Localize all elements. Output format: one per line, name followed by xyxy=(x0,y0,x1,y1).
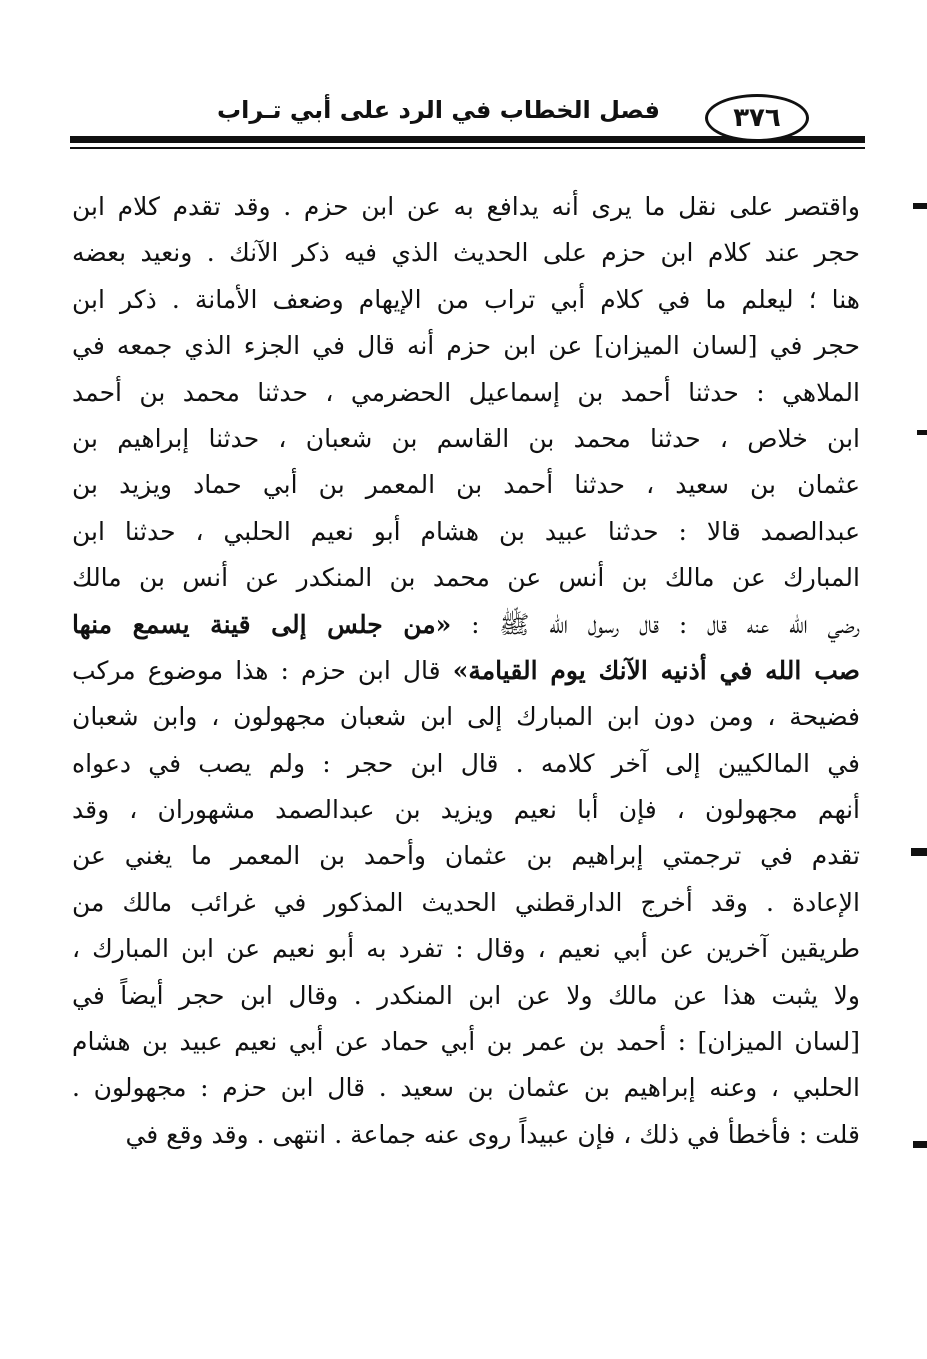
margin-tab-mark xyxy=(917,430,927,435)
margin-tab-mark xyxy=(911,848,927,856)
text-line-hadith-start xyxy=(72,602,860,648)
text-line: عثمان بن سعيد ، حدثنا أحمد بن المعمر بن أبي حماد ويزيد بن xyxy=(72,470,860,500)
page-number: ٣٧٦ xyxy=(733,103,781,133)
page-number-oval xyxy=(705,94,809,142)
text-line: طريقين آخرين عن أبي نعيم ، وقال : تفرد به أبو نعيم عن ابن المبارك ، xyxy=(72,934,860,964)
text-line: ولا يثبت هذا عن مالك ولا عن ابن المنكدر . وقال ابن حجر أيضاً في xyxy=(72,980,860,1010)
text-line: فضيحة ، ومن دون ابن المبارك إلى ابن شعبان مجهولون ، وابن شعبان xyxy=(72,702,860,732)
text-line: قلت : فأخطأ في ذلك ، فإن عبيداً روى عنه جماعة . انتهى . وقد وقع في xyxy=(125,1119,860,1149)
text-line: في المالكيين إلى آخر كلامه . قال ابن حجر : ولم يصب في دعواه xyxy=(72,748,860,778)
text-line: حجر عند كلام ابن حزم على الحديث الذي فيه ذكر الآنك . ونعيد بعضه xyxy=(72,238,860,268)
header-rule-thin xyxy=(70,147,865,149)
text-plain: قال ابن حزم : هذا موضوع مركب xyxy=(72,655,453,685)
running-title: فصل الخطاب في الرد على أبي تـراب xyxy=(217,96,660,124)
text-line: عبدالصمد قالا : حدثنا عبيد بن هشام أبو نعيم الحلبي ، حدثنا ابن xyxy=(72,516,860,546)
text-line-hadith-end xyxy=(72,648,860,694)
margin-tab-mark xyxy=(913,1141,927,1148)
text-line: تقدم في ترجمتي إبراهيم بن عثمان وأحمد بن المعمر ما يغني عن xyxy=(72,841,860,871)
margin-tab-mark xyxy=(913,203,927,209)
text-line: أنهم مجهولون ، فإن أبا نعيم ويزيد بن عبدالصمد مشهوران ، وقد xyxy=(72,795,860,825)
hadith-text: «من جلس إلى قينة يسمع منها xyxy=(72,609,452,639)
page-header xyxy=(0,0,927,160)
text-line: الإعادة . وقد أخرج الدارقطني الحديث المذكور في غرائب مالك من xyxy=(72,887,860,917)
text-line: الملاهي : حدثنا أحمد بن إسماعيل الحضرمي ، حدثنا محمد بن أحمد xyxy=(72,377,860,407)
text-line: ابن خلاص ، حدثنا محمد بن القاسم بن شعبان ، حدثنا إبراهيم بن xyxy=(72,423,860,453)
hadith-text: صب الله في أذنيه الآنك يوم القيامة» xyxy=(452,655,860,685)
text-line: [لسان الميزان] : أحمد بن عمر بن أبي حماد عن أبي نعيم عبيد بن هشام xyxy=(72,1027,860,1057)
text-line: المبارك عن مالك بن أنس عن محمد بن المنكدر عن أنس بن مالك xyxy=(72,563,860,593)
body-text xyxy=(72,184,860,1158)
text-line: هنا ؛ ليعلم ما في كلام أبي تراب من الإيهام وضعف الأمانة . ذكر ابن xyxy=(72,284,860,314)
text-line: الحلبي ، وعنه إبراهيم بن عثمان بن سعيد . قال ابن حزم : مجهولون . xyxy=(72,1073,860,1103)
text-line: حجر في [لسان الميزان] عن ابن حزم أنه قال في الجزء الذي جمعه في xyxy=(72,331,860,361)
text-line: واقتصر على نقل ما يرى أنه يدافع به عن ابن حزم . وقد تقدم كلام ابن xyxy=(72,192,860,221)
text-plain: رضي الله عنه قال : قال رسول الله ﷺ : xyxy=(451,609,860,639)
